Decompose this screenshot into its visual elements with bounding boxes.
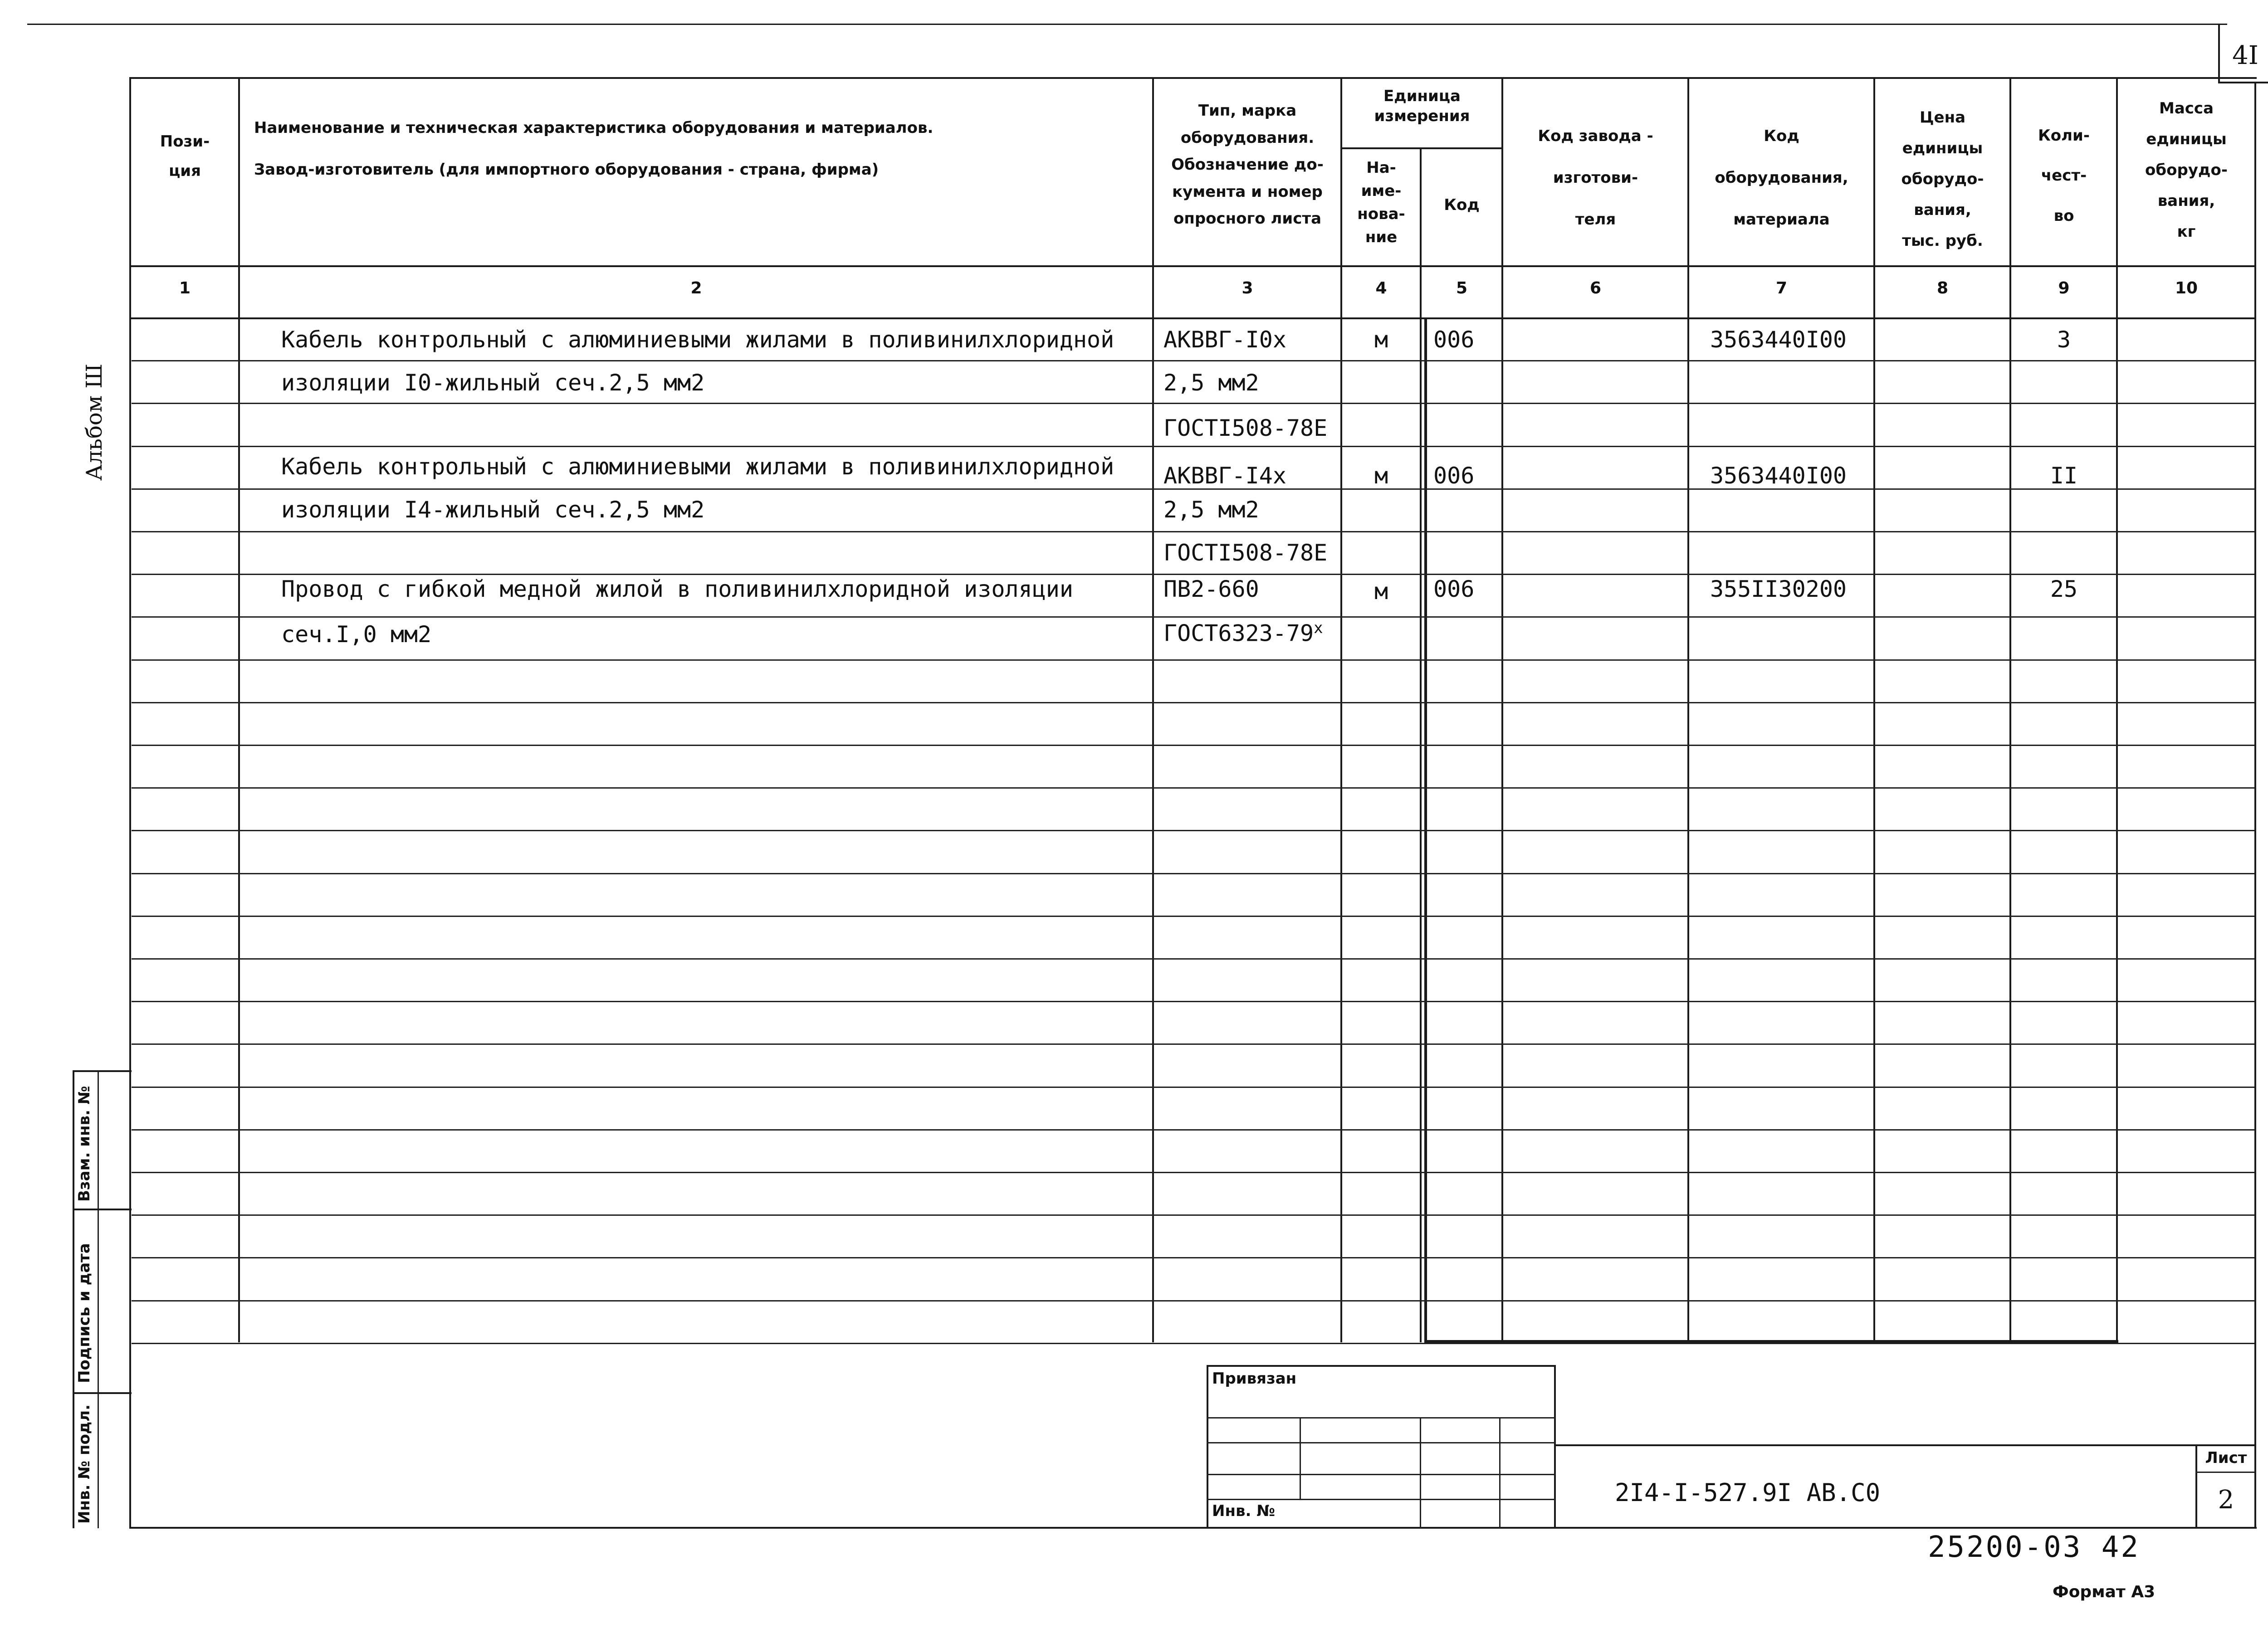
header-position: Пози- ция — [160, 132, 210, 180]
table-row — [132, 702, 2254, 703]
header-unit-group: Единица измерения — [1374, 87, 1470, 126]
colnum-7: 7 — [1775, 279, 1788, 297]
privyazan-row3 — [1207, 1474, 1556, 1475]
table-row — [132, 1300, 2254, 1302]
header-mass: Масса единицы оборудо- вания, кг — [2145, 99, 2228, 241]
sheet-box-bottom — [2218, 82, 2268, 83]
item3-equipment-code: 355II30200 — [1710, 576, 1847, 602]
colnum-8: 8 — [1936, 279, 1949, 297]
colnum-3: 3 — [1242, 279, 1253, 297]
table-row — [132, 1257, 2254, 1258]
colnum-9: 9 — [2058, 279, 2070, 297]
item1-quantity: 3 — [2057, 327, 2071, 353]
item2-unit-code: 006 — [1433, 463, 1475, 489]
table-left — [129, 77, 131, 1528]
left-stamp-mid — [98, 1070, 99, 1528]
inv-no-label: Инв. № — [1212, 1502, 1276, 1520]
table-row — [132, 916, 2254, 917]
table-row — [132, 1001, 2254, 1002]
item2-type-line1: АКВВГ-I4х — [1163, 463, 1286, 489]
item3-quantity: 25 — [2050, 576, 2078, 602]
item2-quantity: II — [2050, 463, 2078, 489]
item3-type-line2-sup: x — [1314, 619, 1323, 637]
colnum-1: 1 — [179, 279, 191, 297]
privyazan-right — [1554, 1365, 1556, 1528]
item2-unit: м — [1374, 463, 1388, 489]
item3-type-line2-text: ГОСТ6323-79 — [1163, 620, 1314, 647]
col-sep-6 — [1687, 77, 1689, 1342]
col-sep-7 — [1873, 77, 1875, 1342]
item1-type-line2: 2,5 мм2 — [1163, 370, 1259, 396]
header-plant-code: Код завода - изготови- теля — [1538, 127, 1653, 229]
list-box-left — [2195, 1444, 2197, 1528]
item3-type-line1: ПВ2-660 — [1163, 576, 1259, 602]
format-label: Формат А3 — [2053, 1583, 2156, 1601]
table-right — [2254, 83, 2256, 1528]
header-quantity: Коли- чест- во — [2038, 127, 2090, 225]
table-top — [129, 77, 2257, 79]
frame-bottom — [129, 1527, 2257, 1529]
privyazan-row2 — [1207, 1442, 1556, 1443]
list-label: Лист — [2205, 1449, 2247, 1467]
privyazan-row4 — [1207, 1499, 1556, 1500]
item1-name-line1: Кабель контрольный с алюминиевыми жилами в поливинилхлоридной — [281, 327, 1114, 353]
col-sep-8 — [2009, 77, 2011, 1342]
left-stamp-left — [73, 1070, 74, 1528]
stamp-inv-podl-label: Инв. № подл. — [75, 1404, 93, 1524]
item2-equipment-code: 3563440I00 — [1710, 463, 1847, 489]
unit-group-sep — [1340, 147, 1501, 149]
table-row — [132, 1214, 2254, 1216]
colnum-bottom — [129, 317, 2254, 319]
item1-unit-code: 006 — [1433, 327, 1475, 353]
item3-name-line2: сеч.I,0 мм2 — [281, 621, 432, 648]
doc-code: 2I4-I-527.9I АВ.С0 — [1615, 1478, 1881, 1507]
table-row — [132, 1172, 2254, 1173]
table-row — [132, 616, 2254, 618]
left-stamp-sep2 — [73, 1392, 132, 1394]
top-border-line — [27, 24, 2227, 25]
table-row — [132, 659, 2254, 661]
table-row — [132, 1129, 2254, 1131]
table-row — [132, 446, 2254, 447]
table-row — [132, 1043, 2254, 1045]
colnum-4: 4 — [1375, 279, 1387, 297]
privyazan-col3 — [1499, 1417, 1501, 1528]
item3-name-line1: Провод с гибкой медной жилой в поливинилхлоридной изоляции — [281, 576, 1073, 602]
header-unit-name: На- име- нова- ние — [1357, 159, 1405, 246]
table-row — [132, 1343, 2254, 1344]
header-unit-code: Код — [1444, 196, 1480, 214]
item1-name-line2: изоляции I0-жильный сеч.2,5 мм2 — [281, 370, 705, 396]
table-row — [132, 403, 2254, 404]
list-box-sep — [2195, 1472, 2254, 1473]
item1-type-line3: ГОСТI508-78Е — [1163, 415, 1328, 441]
item3-unit: м — [1374, 578, 1388, 604]
stamp-vzam-label: Взам. инв. № — [75, 1086, 93, 1202]
header-type: Тип, марка оборудования. Обозначение до- кумента и номер опросного листа — [1171, 102, 1324, 228]
table-row — [132, 360, 2254, 361]
left-stamp-sep1 — [73, 1209, 132, 1210]
privyazan-left — [1207, 1365, 1208, 1528]
header-name: Наименование и техническая характеристика оборудования и материалов. Завод-изготовитель (для импортного оборудования - страна, фирма) — [254, 119, 934, 179]
col-sep-2 — [1152, 77, 1154, 1342]
colnum-5: 5 — [1456, 279, 1468, 297]
privyazan-top — [1207, 1365, 1556, 1367]
table-row — [132, 1087, 2254, 1088]
privyazan-row1 — [1207, 1417, 1556, 1419]
privyazan-col1 — [1300, 1417, 1301, 1499]
header-price: Цена единицы оборудо- вания, тыс. руб. — [1901, 108, 1984, 250]
sheet-number: 4I — [2232, 41, 2258, 70]
item1-type-line1: АКВВГ-I0х — [1163, 327, 1286, 353]
item2-name-line2: изоляции I4-жильный сеч.2,5 мм2 — [281, 497, 705, 523]
header-bottom — [129, 265, 2254, 267]
privyazan-col2 — [1420, 1417, 1421, 1528]
col-sep-3 — [1340, 77, 1342, 1342]
handwritten-number: 25200-03 42 — [1928, 1531, 2140, 1564]
col-sep-5 — [1501, 77, 1503, 1342]
item1-equipment-code: 3563440I00 — [1710, 327, 1847, 353]
left-stamp-top — [73, 1070, 132, 1072]
item1-unit: м — [1374, 327, 1388, 353]
table-row — [132, 531, 2254, 532]
title-block-top — [1556, 1444, 2254, 1446]
table-row — [132, 873, 2254, 874]
col-sep-9 — [2116, 77, 2118, 1342]
list-number: 2 — [2218, 1485, 2234, 1515]
item3-type-line2 — [1163, 619, 1323, 647]
item2-type-line2: 2,5 мм2 — [1163, 497, 1259, 523]
table-row — [132, 574, 2254, 575]
header-equipment-code: Код оборудования, материала — [1715, 127, 1848, 229]
table-row — [132, 830, 2254, 831]
colnum-2: 2 — [690, 279, 702, 297]
table-row — [132, 745, 2254, 746]
item2-name-line1: Кабель контрольный с алюминиевыми жилами в поливинилхлоридной — [281, 453, 1114, 480]
privyazan-label: Привязан — [1212, 1370, 1297, 1388]
stamp-podpis-label: Подпись и дата — [75, 1243, 93, 1383]
col-sep-1 — [238, 77, 240, 1342]
album-label: Альбом Ш — [82, 363, 107, 481]
item2-type-line3: ГОСТI508-78Е — [1163, 540, 1328, 566]
colnum-10: 10 — [2175, 279, 2198, 297]
table-row — [132, 787, 2254, 789]
colnum-6: 6 — [1589, 279, 1602, 297]
item3-unit-code: 006 — [1433, 576, 1475, 602]
table-row — [132, 958, 2254, 960]
